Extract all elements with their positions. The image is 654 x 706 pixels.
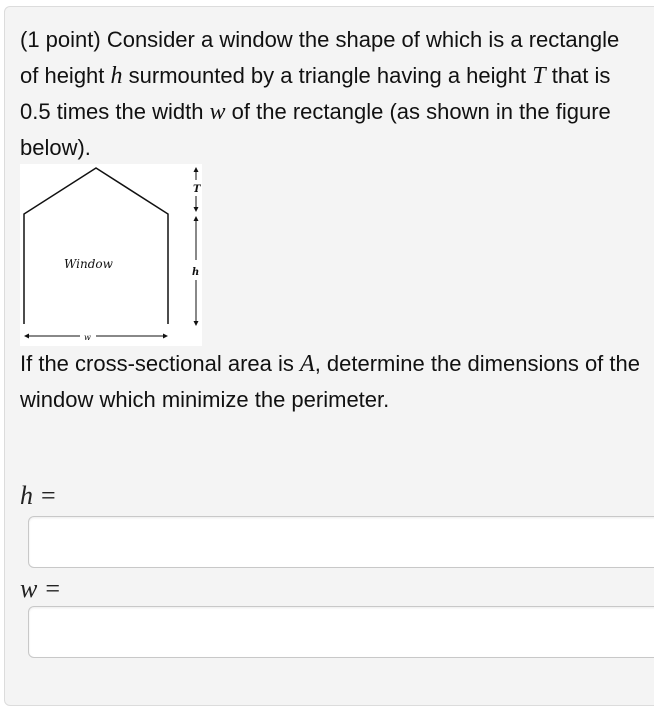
T-label: T	[193, 184, 201, 195]
w-answer-input[interactable]	[28, 606, 654, 658]
var-h: h	[110, 63, 123, 89]
window-outline	[24, 168, 168, 324]
intro-text-2: surmounted by a triangle having a height	[122, 63, 533, 88]
w-label: w	[84, 333, 91, 342]
window-figure	[20, 164, 202, 346]
task-text-2: , determine the dimensions of the window which minimize the perimeter.	[20, 351, 640, 412]
h-label: h	[192, 267, 200, 278]
h-answer-var: h	[20, 481, 33, 510]
task-statement	[20, 346, 640, 418]
T-arrowhead-down	[194, 207, 199, 212]
w-answer-var: w	[20, 574, 38, 603]
var-A: A	[300, 351, 315, 377]
intro-text-4: of the rectangle (as shown in the figure below).	[20, 99, 611, 160]
w-answer-eq: =	[45, 574, 61, 603]
h-arrowhead-down	[194, 321, 199, 326]
problem-statement	[20, 22, 640, 166]
w-answer-label	[20, 574, 60, 604]
w-arrowhead-right	[163, 334, 168, 339]
window-label: Window	[64, 257, 113, 271]
h-answer-label	[20, 481, 56, 511]
h-answer-input[interactable]	[28, 516, 654, 568]
T-arrowhead-up	[194, 167, 199, 172]
w-arrowhead-left	[24, 334, 29, 339]
window-diagram	[20, 164, 202, 346]
intro-text-3: that is 0.5 times the width	[20, 63, 611, 124]
var-T: T	[532, 63, 546, 89]
var-w: w	[209, 99, 226, 125]
h-answer-eq: =	[41, 481, 56, 510]
intro-text-1: (1 point) Consider a window the shape of which is a rectangle of height	[20, 27, 620, 88]
task-text-1: If the cross-sectional area is	[20, 351, 301, 376]
